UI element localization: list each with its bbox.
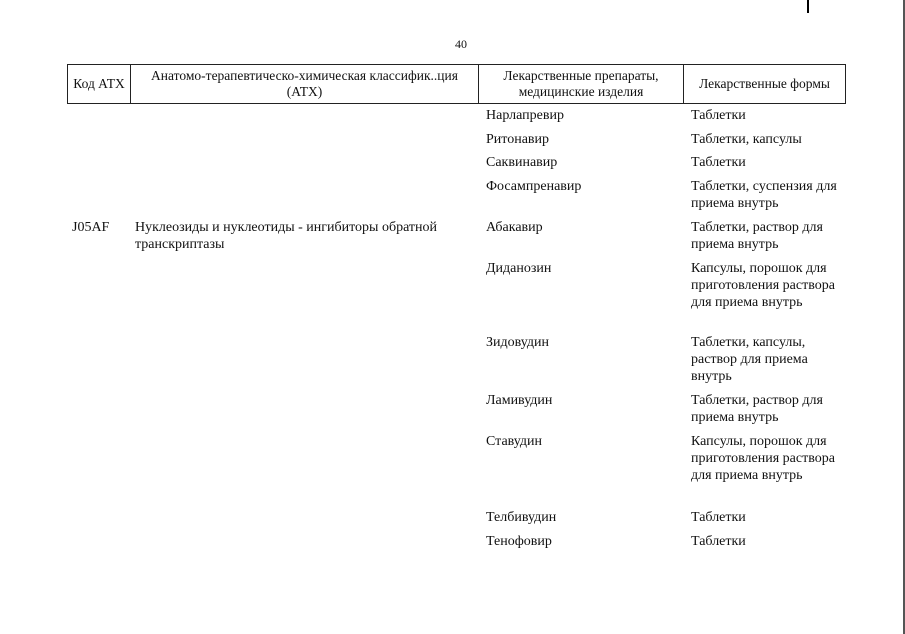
header-code: Код АТХ (68, 65, 131, 103)
drug-name: Нарлапревир (486, 108, 564, 123)
drug-form: Капсулы, порошок для приготовления раствора для приема внутрь (691, 434, 835, 483)
drug-name: Диданозин (486, 261, 552, 276)
drug-form: Таблетки, суспензия для приема внутрь (691, 179, 837, 211)
drug-form: Таблетки, раствор для приема внутрь (691, 220, 823, 252)
drug-name: Фосампренавир (486, 179, 582, 194)
drug-name: Телбивудин (486, 510, 557, 525)
drug-name: Саквинавир (486, 155, 558, 170)
drug-name: Абакавир (486, 220, 543, 235)
drug-name: Ритонавир (486, 132, 550, 147)
drug-name: Ламивудин (486, 393, 553, 408)
page-number: 40 (455, 37, 467, 51)
drug-form: Таблетки (691, 510, 746, 525)
drug-name: Ставудин (486, 434, 543, 449)
drug-name: Зидовудин (486, 335, 549, 350)
drug-form: Таблетки, раствор для приема внутрь (691, 393, 823, 425)
header-forms: Лекарственные формы (699, 76, 830, 91)
scan-edge-line (807, 0, 809, 13)
header-classification: Анатомо-терапевтическо-химическая классифик..ция (АТХ) (131, 65, 479, 103)
drug-form: Таблетки (691, 534, 746, 549)
header-drugs: Лекарственные препараты, медицинские изделия (479, 65, 684, 103)
drug-form: Таблетки (691, 108, 746, 123)
drug-name: Тенофовир (486, 534, 552, 549)
drug-form: Таблетки, капсулы (691, 132, 802, 147)
drug-form: Таблетки (691, 155, 746, 170)
drug-form: Таблетки, капсулы, раствор для приема внутрь (691, 335, 808, 384)
atx-code: J05AF (72, 220, 110, 235)
atx-class-name: Нуклеозиды и нуклеотиды - ингибиторы обратной транскриптазы (135, 220, 438, 252)
table-header (67, 64, 846, 104)
drug-form: Капсулы, порошок для приготовления раствора для приема внутрь (691, 261, 835, 310)
